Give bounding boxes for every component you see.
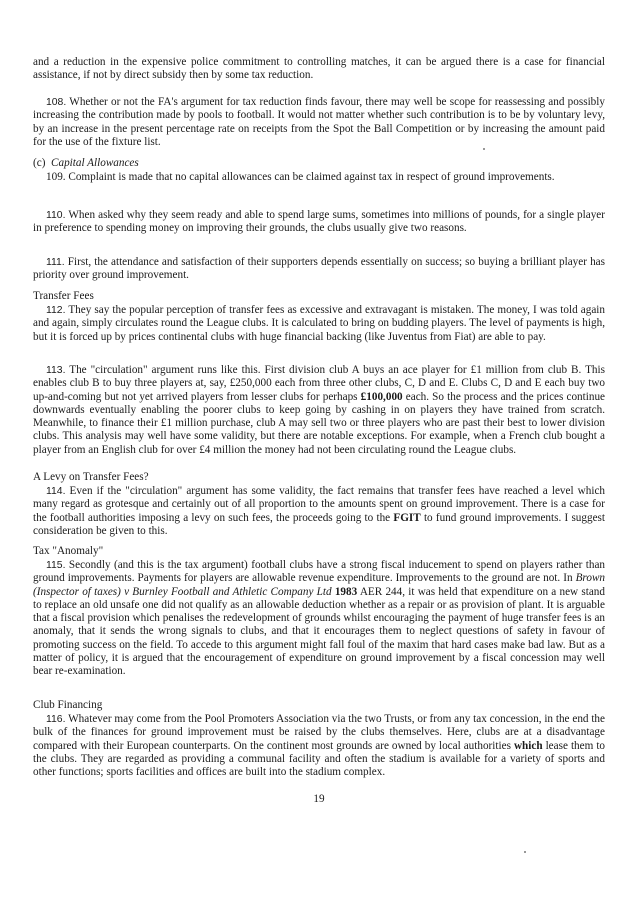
- paragraph-108: 108. Whether or not the FA's argument for tax reduction finds favour, there may well be scope for reassessing and possibly increasing the contribution made by pools to football. It would not matter whether such contribution is to be by voluntary levy, by an increase in the present percentage rate on receipts from the Spot the Ball Competition or by increasing the amount paid for the use of the fixture list.: [33, 96, 605, 148]
- paragraph-109: 109. Complaint is made that no capital allowances can be claimed against tax in respect of ground improvements.: [46, 171, 555, 183]
- paragraph-number: 112.: [46, 305, 66, 316]
- heading-tax-anomaly: Tax "Anomaly": [33, 545, 104, 557]
- scan-speck: [483, 148, 485, 150]
- paragraph-number: 114.: [46, 486, 66, 497]
- paragraph-number: 116.: [46, 714, 66, 725]
- paragraph-116: 116. Whatever may come from the Pool Promoters Association via the two Trusts, or from any tax concession, in the end the bulk of the finances for ground improvement must be raised by the clubs themselves. Here, clubs are at a disadvantage compared with their European counterparts. On the continent most grounds are owned by local authorities which lease them to the clubs. They are regarded as providing a communal facility and often the stadium is available for a variety of sports and other functions; sports facilities and offices are built into the stadium complex.: [33, 713, 606, 779]
- paragraph-111: 111. First, the attendance and satisfaction of their supporters depends essentially on success; so buying a brilliant player has priority over ground improvement.: [33, 256, 605, 282]
- paragraph-number: 111.: [46, 257, 65, 268]
- page-number: 19: [313, 793, 325, 805]
- paragraph-number: 110.: [46, 210, 66, 221]
- paragraph-114: 114. Even if the "circulation" argument has some validity, the fact remains that transfer fees have reached a level which many regard as grotesque and certainly out of all proportion to the amounts spent on ground improvement. There is a case for the football authorities imposing a levy on such fees, the proceeds going to the FGIT to fund ground improvements. I suggest consideration be given to this.: [33, 485, 606, 537]
- heading-transfer-fees: Transfer Fees: [33, 290, 94, 302]
- paragraph-number: 113.: [46, 365, 66, 376]
- paragraph-number: 108.: [46, 97, 67, 108]
- scan-speck: [524, 851, 526, 853]
- heading-club-financing: Club Financing: [33, 699, 103, 711]
- paragraph-intro: and a reduction in the expensive police commitment to controlling matches, it can be argued there is a case for financial assistance, if not by direct subsidy then by some tax reduction.: [33, 56, 605, 82]
- paragraph-number: 115.: [46, 560, 66, 571]
- paragraph-112: 112. They say the popular perception of transfer fees as excessive and extravagant is mistaken. The money, I was told again and again, simply circulates round the League clubs. It is calculated to bring on budding players. The level of payments is high, but it is forced up by prices continental clubs with huge financial backing (like Juventus from Fiat) are able to pay.: [33, 304, 605, 343]
- paragraph-110: 110. When asked why they seem ready and able to spend large sums, sometimes into millions of pounds, for a single player in preference to spending money on improving their grounds, the clubs usually give two reasons.: [33, 209, 605, 235]
- paragraph-115: 115. Secondly (and this is the tax argument) football clubs have a strong fiscal inducement to spend on players rather than ground improvements. Payments for players are allowable revenue expenditure. Improvements to the ground are not. In Brown (Inspector of taxes) v Burnley Football and Athletic Company Ltd 1983 AER 244, it was held that expenditure on a new stand to replace an old unsafe one did not qualify as an allowable deduction whether as a repair or as provision of plant. It is arguable that a fiscal provision which penalises the redevelopment of grounds whilst encouraging the payment of huge transfer fees is an anomaly, that it sends the wrong signals to clubs, and that it encourages them to neglect questions of safety in favour of promoting success on the field. To accede to this argument might fall foul of the maxim that hard cases make bad law. But as a matter of policy, it is argued that the encouragement of expenditure on ground improvement by a fiscal concession may well bear re-examination.: [33, 559, 606, 678]
- section-c-heading: (c) Capital Allowances: [33, 157, 139, 169]
- paragraph-113: 113. The "circulation" argument runs like this. First division club A buys an ace player for £1 million from club B. This enables club B to buy three players at, say, £250,000 each from three other clubs, C, D and E. Clubs C, D and E each buy two up-and-coming but not yet arrived players from lesser clubs for perhaps £100,000 each. So the process and the prices continue downwards eventually enabling the poorer clubs to keep going by cashing in on players they have trained from scratch. Meanwhile, to finance their £1 million purchase, club A may sell two or three players who are past their best to lower division clubs. This analysis may well have some validity, but there are notable exceptions. For example, when a French club bought a player from an English club for over £4 million the money had not been circulating round the League clubs.: [33, 364, 606, 456]
- heading-levy: A Levy on Transfer Fees?: [33, 471, 149, 483]
